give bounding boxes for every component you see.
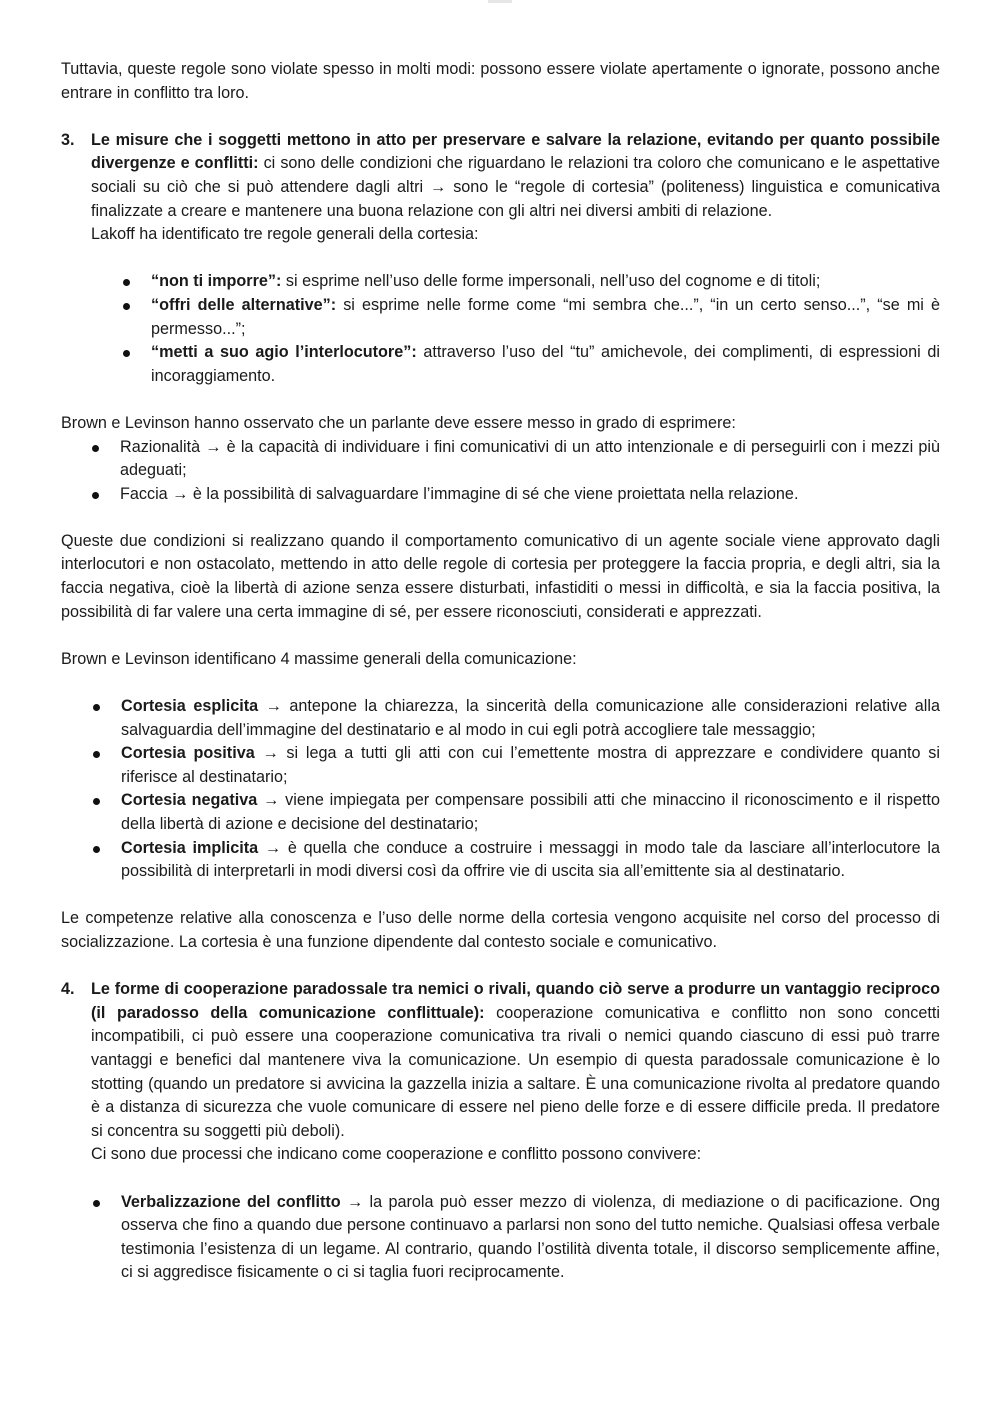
list-item xyxy=(61,270,940,294)
bullet-icon xyxy=(93,1200,100,1207)
list-item xyxy=(61,789,940,836)
list-item xyxy=(61,1191,940,1285)
processes-intro: Ci sono due processi che indicano come cooperazione e conflitto possono convivere: xyxy=(91,1145,702,1164)
bullet-icon xyxy=(123,279,130,286)
bullet-icon xyxy=(93,751,100,758)
list-item xyxy=(61,837,940,884)
list-item xyxy=(61,294,940,341)
numbered-item-3 xyxy=(61,129,940,247)
maxim-text: → è quella che conduce a costruire i messaggi in modo tale da lasciare all’interlocutore la possibilità di interpretarli in modi diversi così da offrire vie di uscita sia all’emittente sia al destinatario. xyxy=(121,838,940,881)
maxims-list xyxy=(61,695,940,884)
maxim-title: Cortesia negativa xyxy=(121,791,258,810)
rule-text: si esprime nelle forme come “mi sembra che...”, “in un certo senso...”, “se mi è permesso...”; xyxy=(151,295,940,338)
maxim-title: Cortesia esplicita xyxy=(121,697,259,716)
rule-text: attraverso l’uso del “tu” amichevole, dei complimenti, di espressioni di incoraggiamento. xyxy=(151,343,940,385)
maxim-title: Cortesia positiva xyxy=(121,744,255,763)
list-item xyxy=(61,483,940,507)
numbered-item-4 xyxy=(61,978,940,1167)
maxim-title: Cortesia implicita xyxy=(121,838,259,857)
lakoff-rules-list xyxy=(61,270,940,388)
maxim-text: → si lega a tutti gli atti con cui l’emettente mostra di apprezzare e condividere quanto si riferisce al destinatario; xyxy=(121,744,940,786)
list-item xyxy=(61,341,940,388)
list-item xyxy=(61,742,940,789)
lakoff-intro: Lakoff ha identificato tre regole generali della cortesia: xyxy=(91,225,479,244)
condition-text: Faccia → è la possibilità di salvaguardare l’immagine di sé che viene proiettata nella relazione. xyxy=(120,484,799,503)
process-text: la parola può esser mezzo di violenza, di mediazione o di pacificazione. Ong osserva che fino a quando due persone continuavo a parlarsi non sono del tutto nemiche. Qualsiasi offesa verbale testimonia l’esistenza di un legame. Al contrario, quando l’ostilità diventa totale, il discorso semplicemente affine, ci si aggredisce fisicamente o ci si taglia fuori reciprocamente. xyxy=(121,1192,940,1282)
condition-text: Razionalità → è la capacità di individuare i fini comunicativi di un atto intenzionale e di perseguirli con i mezzi più adeguati; xyxy=(120,437,940,480)
list-item xyxy=(61,436,940,483)
item-text: cooperazione comunicativa e conflitto non sono concetti incompatibili, ci può essere una cooperazione comunicativa tra rivali o nemici quando ciascuno di essi può trarre vantaggi e benefici dal mantenere viva la comunicazione. Un esempio di questa paradossale comunicazione è lo stotting (quando un predatore si avvicina la gazzella inizia a saltare. È una comunicazione rivolta al predatore quando è a distanza di sicurezza che vuole comunicare di essere nel pieno delle forze e di essere difficile preda. Il predatore si concentra su soggetti più deboli). xyxy=(91,1003,940,1140)
bullet-icon xyxy=(92,445,99,452)
document-page xyxy=(61,58,940,1285)
rule-title: “non ti imporre”: xyxy=(151,272,282,291)
rule-title: “metti a suo agio l’interlocutore”: xyxy=(151,343,417,362)
brown-conditions-list xyxy=(61,436,940,507)
process-title: Verbalizzazione del conflitto → xyxy=(121,1192,364,1211)
conditions-paragraph: Queste due condizioni si realizzano quando il comportamento comunicativo di un agente sociale viene approvato dagli interlocutori e non ostacolato, mettendo in atto delle regole di cortesia per proteggere la faccia propria, e degli altri, sia la faccia negativa, cioè la libertà di azione senza essere disturbati, infastiditi o messi in difficoltà, e sia la faccia positiva, la possibilità di far valere una certa immagine di sé, per essere riconosciuti, considerati e apprezzati. xyxy=(61,531,940,621)
brown-intro: Brown e Levinson hanno osservato che un parlante deve essere messo in grado di esprimere: xyxy=(61,413,736,432)
maxims-intro: Brown e Levinson identificano 4 massime generali della comunicazione: xyxy=(61,649,577,668)
bullet-icon xyxy=(123,303,130,310)
bullet-icon xyxy=(93,704,100,711)
item-heading: Le misure che i soggetti mettono in atto per preservare e salvare la relazione, evitando per quanto possibile divergenze e conflitti: xyxy=(91,130,940,173)
maxim-text: → viene impiegata per compensare possibili atti che minaccino il riconoscimento e il rispetto della libertà di azione e decisione del destinatario; xyxy=(121,791,941,833)
list-item xyxy=(61,695,940,742)
rule-text: si esprime nell’uso delle forme impersonali, nell’uso del cognome e di titoli; xyxy=(281,272,821,291)
maxim-text: → antepone la chiarezza, la sincerità della comunicazione alle considerazioni relative alla salvaguardia dell’immagine del destinatario e al modo in cui egli potrà accogliere tale messaggio; xyxy=(121,697,940,739)
processes-list xyxy=(61,1191,940,1285)
bullet-icon xyxy=(92,492,99,499)
bullet-icon xyxy=(93,798,100,805)
item-heading: Le forme di cooperazione paradossale tra nemici o rivali, quando ciò serve a produrre un vantaggio reciproco (il paradosso della comunicazione conflittuale): xyxy=(91,980,940,1022)
header-mark xyxy=(488,0,512,3)
item-text: ci sono delle condizioni che riguardano le relazioni tra coloro che comunicano e le aspettative sociali su ciò che si può attendere dagli altri → sono le “regole di cortesia” (politeness) linguistica e comunicativa finalizzate a creare e mantenere una buona relazione con gli altri nei diversi ambiti di relazione. xyxy=(91,154,940,220)
bullet-icon xyxy=(123,350,130,357)
item-number: 3. xyxy=(61,130,75,149)
bullet-icon xyxy=(93,846,100,853)
rule-title: “offri delle alternative”: xyxy=(151,295,337,314)
intro-paragraph: Tuttavia, queste regole sono violate spesso in molti modi: possono essere violate apertamente o ignorate, possono anche entrare in conflitto tra loro. xyxy=(61,60,940,102)
competence-paragraph: Le competenze relative alla conoscenza e l’uso delle norme della cortesia vengono acquisite nel corso del processo di socializzazione. La cortesia è una funzione dipendente dal contesto sociale e comunicativo. xyxy=(61,909,940,951)
item-number: 4. xyxy=(61,980,75,999)
